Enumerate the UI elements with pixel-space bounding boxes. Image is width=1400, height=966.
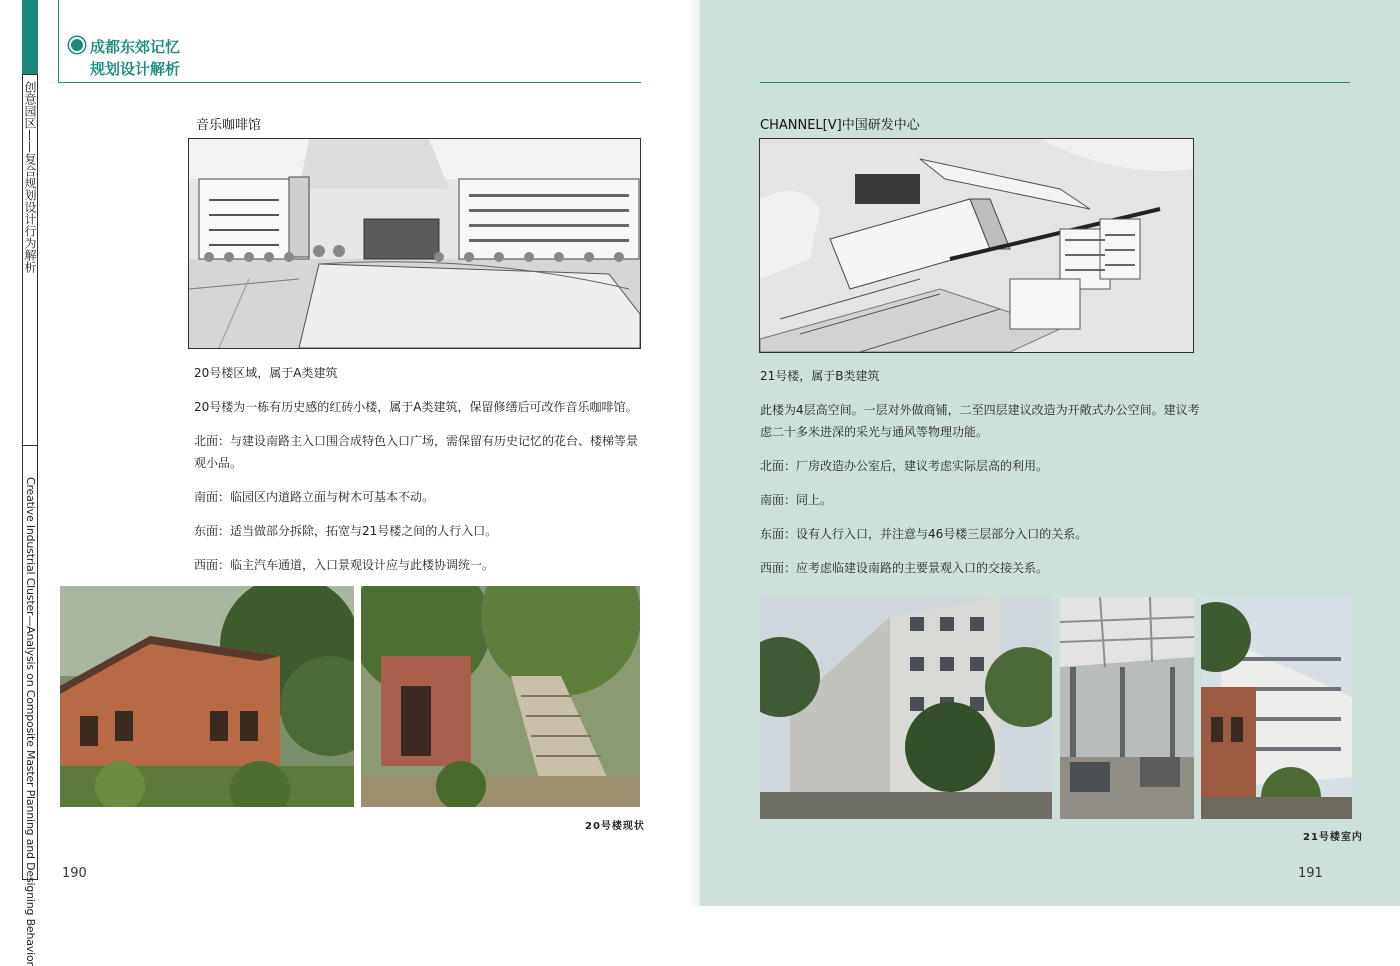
header-rule-right <box>760 82 1350 83</box>
book-gutter <box>688 0 700 906</box>
section-title-channel-v: CHANNEL[V]中国研发中心 <box>760 118 920 133</box>
spine-accent-block <box>22 0 38 74</box>
page-number-right: 191 <box>1298 866 1323 881</box>
chapter-spine <box>22 74 38 966</box>
building-20-north: 北面：与建设南路主入口围合成特色入口广场，需保留有历史记忆的花台、楼梯等景观小品。 <box>194 434 639 470</box>
header-vertical-rule <box>58 0 59 82</box>
building-21-description-line1: 此楼为4层高空间。一层对外做商铺，二至四层建议改造为开敞式办公空间。建议考 <box>760 403 1200 417</box>
model-render-building-20 <box>188 138 641 349</box>
spine-english-title: Creative Industrial Cluster—Analysis on Composite Master Planning and Designing Behavior <box>24 477 37 966</box>
header-rule-left <box>58 82 641 83</box>
bullet-circle-icon <box>69 37 85 53</box>
photo-caption-right: 21号楼室内 <box>1303 832 1363 843</box>
building-20-category: 20号楼区域，属于A类建筑 <box>194 366 338 380</box>
model-render-building-21 <box>759 138 1194 353</box>
building-20-west: 西面：临主汽车通道，入口景观设计应与此楼协调统一。 <box>194 558 495 572</box>
building-20-south: 南面：临园区内道路立面与树木可基本不动。 <box>194 490 435 504</box>
building-21-north: 北面：厂房改造办公室后，建议考虑实际层高的利用。 <box>760 459 1049 473</box>
photo-building-20-stairs <box>361 586 640 807</box>
photo-building-20-exterior <box>60 586 354 807</box>
building-21-description-line2: 虑二十多米进深的采光与通风等物理功能。 <box>760 425 989 439</box>
building-21-east: 东面：设有人行入口，并注意与46号楼三层部分入口的关系。 <box>760 527 1088 541</box>
spine-chinese-title: 创意园区——复合规划设计行为解析 <box>23 81 37 273</box>
building-21-category: 21号楼，属于B类建筑 <box>760 369 880 383</box>
photo-caption-left: 20号楼现状 <box>585 821 645 832</box>
page-number-left: 190 <box>62 866 87 881</box>
book-subtitle: 规划设计解析 <box>90 60 181 78</box>
building-20-east: 东面：适当做部分拆除，拓宽与21号楼之间的人行入口。 <box>194 524 498 538</box>
photo-building-21-facade <box>1201 597 1352 819</box>
building-20-description: 20号楼为一栋有历史感的红砖小楼，属于A类建筑，保留修缮后可改作音乐咖啡馆。 <box>194 400 638 414</box>
spine-divider <box>23 445 37 446</box>
photo-building-21-interior <box>1060 597 1194 819</box>
book-title: 成都东郊记忆 <box>90 38 181 56</box>
section-title-music-cafe: 音乐咖啡馆 <box>196 118 262 133</box>
photo-building-21-exterior <box>760 597 1052 819</box>
building-21-west: 西面：应考虑临建设南路的主要景观入口的交接关系。 <box>760 561 1049 575</box>
building-21-south: 南面：同上。 <box>760 493 833 507</box>
